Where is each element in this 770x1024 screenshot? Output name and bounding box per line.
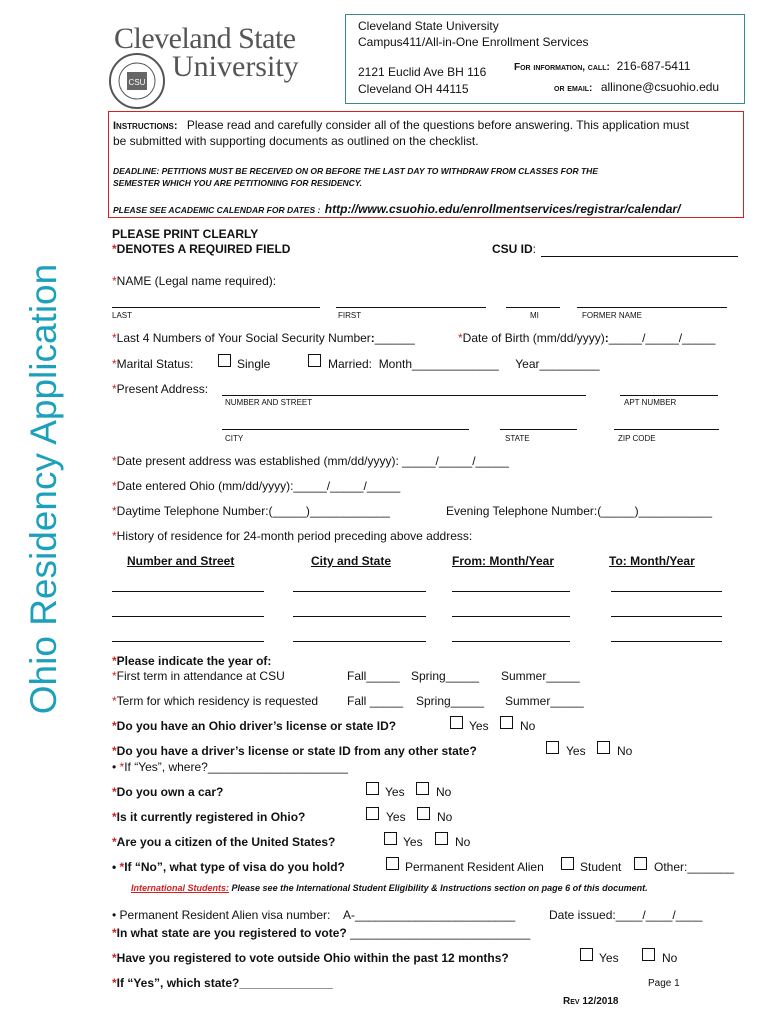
own-car-no-checkbox[interactable] — [416, 782, 429, 795]
intl-label: International Students: — [131, 883, 230, 893]
csu-id-label: CSU ID — [492, 242, 533, 256]
other-license-yes-checkbox[interactable] — [546, 741, 559, 754]
history-row-3-street[interactable] — [112, 641, 264, 642]
marital-label: Marital Status: — [116, 357, 194, 371]
vote-outside-yes-label: Yes — [599, 951, 619, 965]
history-col-street: Number and Street — [127, 554, 235, 568]
instructions-text-2: be submitted with supporting documents as outlined on the checklist. — [113, 134, 479, 148]
single-label: Single — [237, 357, 271, 371]
contact-address-1: 2121 Euclid Ave BH 116 — [358, 65, 487, 79]
which-state-field[interactable]: ______________ — [239, 976, 333, 990]
other-license-no-checkbox[interactable] — [597, 741, 610, 754]
citizen-no-label: No — [455, 835, 471, 849]
caption-state: STATE — [505, 434, 530, 443]
eve-phone-label: Evening Telephone Number:( — [446, 504, 602, 518]
dob-field[interactable]: _____/_____/_____ — [608, 331, 716, 345]
which-state-label: If “Yes”, which state? — [116, 976, 240, 990]
other-visa-checkbox[interactable] — [634, 857, 647, 870]
registered-ohio-label: Is it currently registered in Ohio? — [116, 810, 306, 824]
ohio-license-yes-checkbox[interactable] — [450, 716, 463, 729]
history-row-1-to[interactable] — [611, 591, 722, 592]
contact-email[interactable]: allinone@csuohio.edu — [600, 80, 720, 94]
revision: Rev 12/2018 — [563, 996, 619, 1007]
history-col-to: To: Month/Year — [609, 554, 695, 568]
registered-ohio-no-label: No — [437, 810, 453, 824]
former-name-field[interactable] — [577, 307, 727, 308]
perm-resident-label: Permanent Resident Alien — [405, 860, 544, 874]
deadline-line-2: SEMESTER WHICH YOU ARE PETITIONING FOR RESIDENCY. — [113, 178, 363, 188]
csu-id-field[interactable] — [541, 256, 738, 257]
caption-city: CITY — [225, 434, 244, 443]
university-seal-icon — [108, 52, 166, 110]
single-checkbox[interactable] — [218, 354, 231, 367]
own-car-yes-label: Yes — [385, 785, 405, 799]
married-label: Married: — [328, 357, 373, 371]
day-phone-label: Daytime Telephone Number:( — [116, 504, 273, 518]
citizen-yes-label: Yes — [403, 835, 423, 849]
history-row-1-city[interactable] — [293, 591, 426, 592]
page-number: Page 1 — [648, 978, 680, 989]
term-requested-summer[interactable]: Summer_____ — [505, 694, 584, 708]
contact-phone: 216-687-5411 — [616, 59, 691, 73]
calendar-link[interactable]: http://www.csuohio.edu/enrollmentservices/registrar/calendar/ — [324, 202, 681, 216]
history-row-1-from[interactable] — [452, 591, 570, 592]
ohio-license-yes-label: Yes — [469, 719, 489, 733]
date-entered-label: Date entered Ohio (mm/dd/yyyy): — [116, 479, 294, 493]
contact-university: Cleveland State University — [358, 19, 499, 33]
caption-street: NUMBER AND STREET — [225, 398, 313, 407]
university-logo — [108, 22, 333, 102]
zip-field[interactable] — [614, 429, 719, 430]
caption-apt: APT NUMBER — [624, 398, 677, 407]
married-month-field[interactable]: _____________ — [412, 357, 499, 371]
date-established-label: Date present address was established (mm/dd/yyyy): — [116, 454, 399, 468]
history-row-3-city[interactable] — [293, 641, 426, 642]
ohio-license-no-checkbox[interactable] — [500, 716, 513, 729]
history-col-city: City and State — [311, 554, 392, 568]
indicate-year-label: Please indicate the year of: — [116, 654, 272, 668]
other-license-no-label: No — [617, 744, 633, 758]
caption-former-name: FORMER NAME — [582, 311, 642, 320]
perm-visa-label: Permanent Resident Alien visa number: — [119, 908, 331, 922]
first-term-label: First term in attendance at CSU — [116, 669, 285, 683]
city-field[interactable] — [222, 429, 469, 430]
own-car-no-label: No — [436, 785, 452, 799]
history-row-2-city[interactable] — [293, 616, 426, 617]
registered-ohio-no-checkbox[interactable] — [417, 807, 430, 820]
instructions-box — [108, 111, 744, 218]
logo-line-2: University — [172, 50, 299, 83]
state-field[interactable] — [500, 429, 577, 430]
caption-zip: ZIP CODE — [618, 434, 656, 443]
street-field[interactable] — [222, 395, 586, 396]
citizen-no-checkbox[interactable] — [435, 832, 448, 845]
required-note: DENOTES A REQUIRED FIELD — [116, 242, 291, 256]
ssn-label: Last 4 Numbers of Your Social Security Number — [116, 331, 371, 345]
history-row-2-to[interactable] — [611, 616, 722, 617]
citizen-label: Are you a citizen of the United States? — [116, 835, 336, 849]
vote-outside-label: Have you registered to vote outside Ohio within the past 12 months? — [116, 951, 509, 965]
vote-state-field[interactable]: ___________________________ — [350, 926, 531, 940]
if-yes-where-field[interactable]: _____________________ — [207, 760, 348, 774]
contact-office: Campus411/All-in-One Enrollment Services — [358, 35, 589, 49]
first-term-fall[interactable]: Fall_____ — [347, 669, 400, 683]
history-col-from: From: Month/Year — [452, 554, 555, 568]
own-car-label: Do you own a car? — [116, 785, 224, 799]
caption-first: FIRST — [338, 311, 362, 320]
term-requested-label: Term for which residency is requested — [116, 694, 319, 708]
other-visa-label: Other: — [654, 860, 688, 874]
perm-resident-checkbox[interactable] — [386, 857, 399, 870]
first-name-field[interactable] — [336, 307, 486, 308]
other-license-label: Do you have a driver’s license or state ID from any other state? — [116, 744, 477, 758]
student-checkbox[interactable] — [561, 857, 574, 870]
history-label: History of residence for 24-month period preceding above address: — [116, 529, 473, 543]
history-row-2-street[interactable] — [112, 616, 264, 617]
ohio-license-label: Do you have an Ohio driver’s license or state ID? — [116, 719, 397, 733]
ohio-license-no-label: No — [520, 719, 536, 733]
student-label: Student — [580, 860, 622, 874]
caption-last: LAST — [112, 311, 133, 320]
vote-state-label: In what state are you registered to vote? — [116, 926, 347, 940]
contact-box — [345, 14, 745, 104]
apt-field[interactable] — [620, 395, 718, 396]
vote-outside-no-checkbox[interactable] — [642, 948, 655, 961]
perm-visa-field[interactable]: ________________________ — [355, 908, 516, 922]
day-phone-field[interactable]: _____)____________ — [272, 504, 390, 518]
caption-mi: MI — [530, 311, 539, 320]
side-title: Ohio Residency Application — [23, 263, 64, 715]
first-term-summer[interactable]: Summer_____ — [501, 669, 580, 683]
married-checkbox[interactable] — [308, 354, 321, 367]
if-yes-where-label: If “Yes”, where? — [124, 760, 208, 774]
name-label: NAME (Legal name required): — [116, 274, 277, 288]
own-car-yes-checkbox[interactable] — [366, 782, 379, 795]
other-license-yes-label: Yes — [566, 744, 586, 758]
last-name-field[interactable] — [112, 307, 320, 308]
intl-text: Please see the International Student Eligibility & Instructions section on page 6 of this document. — [231, 883, 648, 893]
ssn-field[interactable]: ______ — [374, 331, 415, 345]
other-visa-field[interactable]: _______ — [687, 860, 735, 874]
logo-line-1: Cleveland State — [114, 22, 296, 55]
instructions-text: Please read and carefully consider all of the questions before answering. This application must — [186, 118, 689, 132]
term-requested-spring[interactable]: Spring_____ — [416, 694, 485, 708]
visa-label: If “No”, what type of visa do you hold? — [124, 860, 345, 874]
print-clearly: PLEASE PRINT CLEARLY — [112, 227, 259, 241]
married-year-field[interactable]: _________ — [539, 357, 600, 371]
history-row-3-to[interactable] — [611, 641, 722, 642]
mi-field[interactable] — [506, 307, 560, 308]
svg-text:CSU: CSU — [128, 78, 146, 87]
date-entered-field[interactable]: _____/_____/_____ — [293, 479, 401, 493]
present-address-label: Present Address: — [116, 382, 209, 396]
history-row-3-from[interactable] — [452, 641, 570, 642]
calendar-label: PLEASE SEE ACADEMIC CALENDAR FOR DATES : — [113, 205, 321, 215]
date-issued-field[interactable]: ____/____/____ — [615, 908, 703, 922]
deadline-line-1: DEADLINE: PETITIONS MUST BE RECEIVED ON OR BEFORE THE LAST DAY TO WITHDRAW FROM CLASSES FOR THE — [113, 166, 598, 176]
citizen-yes-checkbox[interactable] — [384, 832, 397, 845]
history-row-1-street[interactable] — [112, 591, 264, 592]
contact-address-2: Cleveland OH 44115 — [358, 82, 469, 96]
instructions-label: Instructions: — [113, 120, 178, 132]
vote-outside-no-label: No — [662, 951, 678, 965]
first-term-spring[interactable]: Spring_____ — [411, 669, 480, 683]
registered-ohio-yes-label: Yes — [386, 810, 406, 824]
email-label: or email: — [554, 83, 593, 94]
registered-ohio-yes-checkbox[interactable] — [366, 807, 379, 820]
date-established-field[interactable]: _____/_____/_____ — [402, 454, 509, 468]
info-label: For information, call: — [514, 62, 610, 73]
history-row-2-from[interactable] — [452, 616, 570, 617]
dob-label: Date of Birth (mm/dd/yyyy) — [462, 331, 605, 345]
date-issued-label: Date issued: — [549, 908, 616, 922]
vote-outside-yes-checkbox[interactable] — [580, 948, 593, 961]
eve-phone-field[interactable]: _____)___________ — [601, 504, 712, 518]
term-requested-fall[interactable]: Fall _____ — [347, 694, 404, 708]
